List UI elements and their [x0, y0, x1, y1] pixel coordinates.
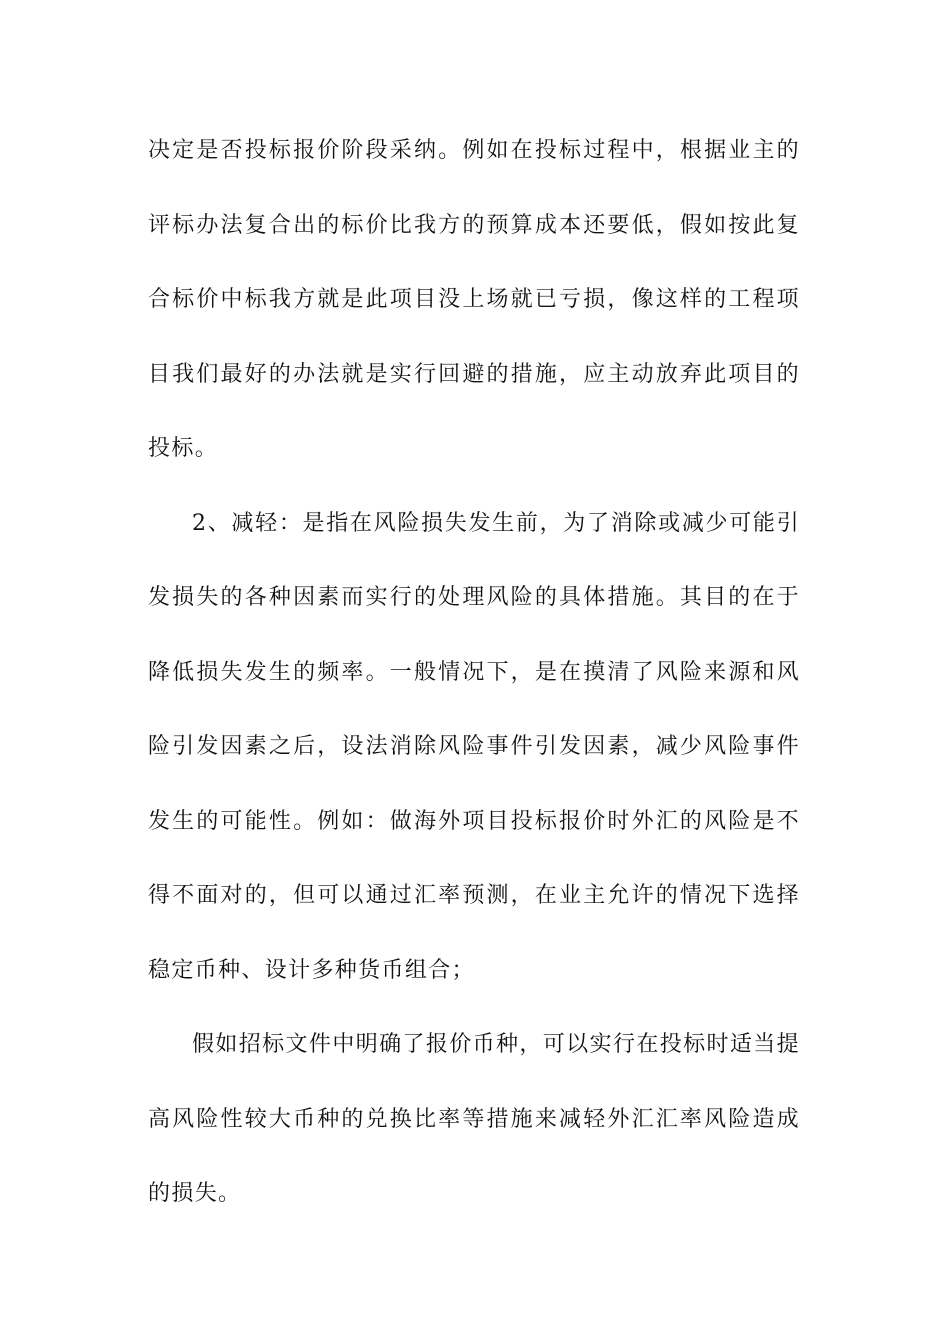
paragraph-mitigation: 2、减轻：是指在风险损失发生前，为了消除或减少可能引发损失的各种因素而实行的处理风险的具体措施。其目的在于降低损失发生的频率。一般情况下，是在摸清了风险来源和风险引发因素之后，设法消除风险事件引发因素，减少风险事件发生的可能性。例如：做海外项目投标报价时外汇的风险是不得不面对的，但可以通过汇率预测，在业主允许的情况下选择稳定币种、设计多种货币组合； [148, 510, 800, 983]
paragraph-avoidance-continued: 决定是否投标报价阶段采纳。例如在投标过程中，根据业主的评标办法复合出的标价比我方的预算成本还要低，假如按此复合标价中标我方就是此项目没上场就已亏损，像这样的工程项目我们最好的办法就是实行回避的措施，应主动放弃此项目的投标。 [148, 138, 800, 461]
paragraph-currency-measures: 假如招标文件中明确了报价币种，可以实行在投标时适当提高风险性较大币种的兑换比率等措施来减轻外汇汇率风险造成的损失。 [148, 1032, 800, 1206]
document-body [148, 114, 800, 1232]
